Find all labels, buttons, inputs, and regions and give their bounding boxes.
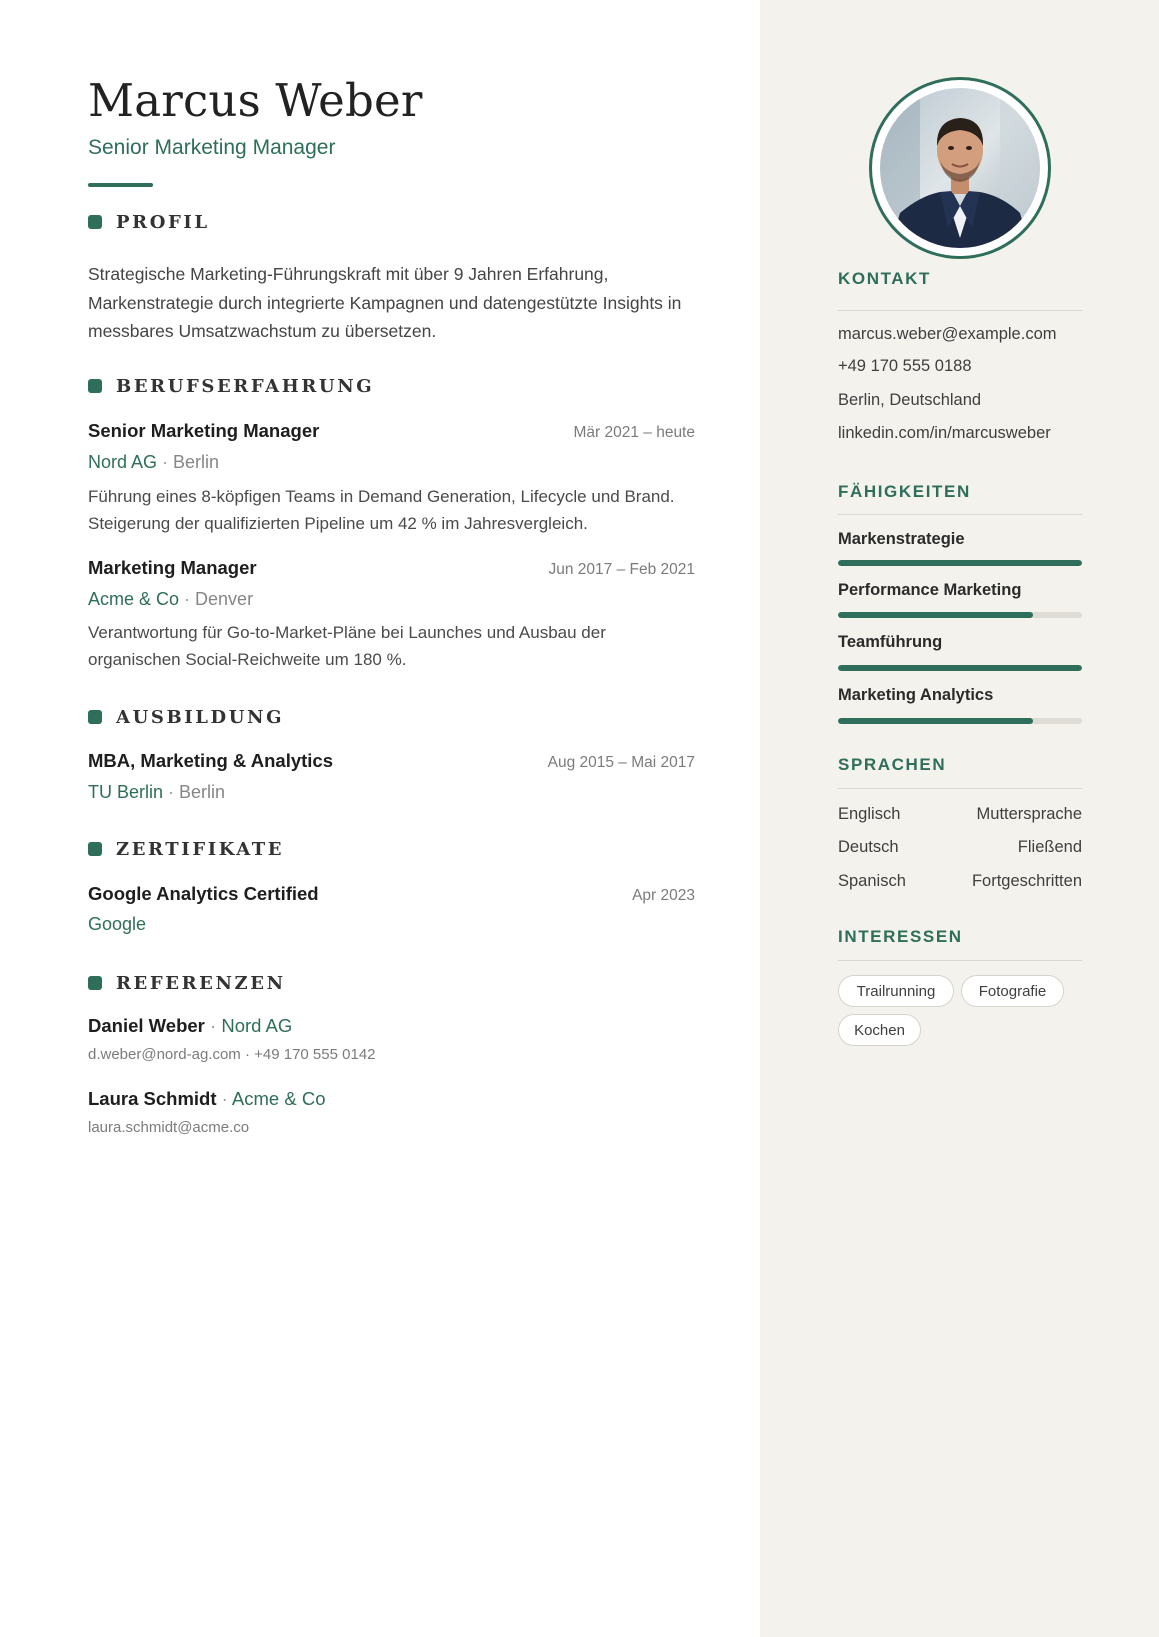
section-heading-certificates — [88, 838, 284, 860]
separator: · — [216, 1088, 232, 1109]
profile-summary: Strategische Marketing-Führungskraft mit über 9 Jahren Erfahrung, Markenstrategie durch integrierte Kampagnen und datengestützte Insights in messbares Umsatzwachstum zu übersetzen. — [88, 264, 682, 341]
job-description: Verantwortung für Go-to-Market-Pläne bei Launches und Ausbau der organischen Social-Reichweite um 180 %. — [88, 623, 606, 669]
contact-email[interactable]: marcus.weber@example.com — [838, 325, 1057, 343]
interest-tag: Fotografie — [961, 975, 1064, 1007]
reference-name-line — [88, 1088, 325, 1110]
reference-name-line — [88, 1015, 292, 1037]
job-title: Senior Marketing Manager — [88, 420, 320, 441]
section-heading-profile — [88, 211, 210, 233]
job-description: Führung eines 8-köpfigen Teams in Demand Generation, Lifecycle und Brand. Steigerung der qualifizierten Pipeline um 42 % im Jahresvergleich. — [88, 487, 675, 533]
language-row — [838, 838, 1082, 857]
language-name: Englisch — [838, 805, 901, 823]
language-row — [838, 805, 1082, 824]
job-company: Acme & Co — [88, 589, 180, 609]
section-marker-icon — [88, 215, 102, 229]
skill-bar-fill — [838, 718, 1033, 724]
contact-linkedin[interactable]: linkedin.com/in/marcusweber — [838, 424, 1051, 442]
job-title: Marketing Manager — [88, 557, 257, 578]
skill-bar — [838, 665, 1082, 671]
skill-bar — [838, 612, 1082, 618]
certificate-date: Apr 2023 — [632, 887, 695, 904]
skill-bar-fill — [838, 612, 1033, 618]
skill-bar — [838, 718, 1082, 724]
separator: · — [204, 1015, 222, 1036]
section-marker-icon — [88, 379, 102, 393]
language-row — [838, 872, 1082, 891]
degree-org-line — [88, 782, 225, 803]
certificate-issuer: Google — [88, 914, 147, 934]
skill-label: Marketing Analytics — [838, 686, 994, 704]
divider — [838, 960, 1082, 961]
accent-divider — [88, 183, 153, 187]
job-location: Denver — [195, 589, 254, 609]
language-name: Spanisch — [838, 872, 906, 890]
sidebar-heading-interests: INTERESSEN — [838, 927, 963, 946]
section-marker-icon — [88, 976, 102, 990]
sidebar-heading-contact: KONTAKT — [838, 269, 932, 288]
language-name: Deutsch — [838, 838, 899, 856]
section-heading-experience — [88, 375, 374, 397]
section-title: REFERENZEN — [116, 972, 286, 994]
job-location: Berlin — [173, 452, 220, 472]
section-title: ZERTIFIKATE — [116, 838, 285, 860]
degree-school: TU Berlin — [88, 782, 164, 802]
section-title: AUSBILDUNG — [116, 706, 285, 728]
divider — [838, 514, 1082, 515]
reference-company: Acme & Co — [231, 1088, 326, 1109]
skill-bar-fill — [838, 665, 1082, 671]
sidebar-heading-languages: SPRACHEN — [838, 755, 947, 774]
candidate-name: Marcus Weber — [88, 74, 423, 127]
reference-person: Daniel Weber — [88, 1015, 205, 1036]
skill-bar — [838, 560, 1082, 566]
job-company: Nord AG — [88, 452, 158, 472]
degree-title: MBA, Marketing & Analytics — [88, 750, 333, 771]
interest-tag: Kochen — [838, 1014, 921, 1046]
skill-label: Performance Marketing — [838, 581, 1022, 599]
sidebar-heading-skills: FÄHIGKEITEN — [838, 482, 971, 501]
candidate-role: Senior Marketing Manager — [88, 136, 336, 159]
section-marker-icon — [88, 710, 102, 724]
section-marker-icon — [88, 842, 102, 856]
skill-label: Teamführung — [838, 633, 943, 651]
language-level: Fließend — [1017, 838, 1082, 856]
certificate-org-line — [88, 914, 146, 935]
job-date: Mär 2021 – heute — [573, 424, 695, 441]
interest-tag: Trailrunning — [838, 975, 954, 1007]
section-title: BERUFSERFAHRUNG — [116, 375, 375, 397]
reference-contact: d.weber@nord-ag.com · +49 170 555 0142 — [88, 1046, 376, 1063]
section-title: PROFIL — [116, 211, 210, 233]
skill-bar-fill — [838, 560, 1082, 566]
separator: · — [179, 589, 196, 609]
separator: · — [163, 782, 180, 802]
reference-company: Nord AG — [221, 1015, 293, 1036]
section-heading-references — [88, 972, 286, 994]
separator: · — [157, 452, 174, 472]
contact-phone[interactable]: +49 170 555 0188 — [838, 357, 972, 375]
section-heading-education — [88, 706, 284, 728]
divider — [838, 788, 1082, 789]
reference-contact: laura.schmidt@acme.co — [88, 1119, 250, 1136]
degree-location: Berlin — [179, 782, 226, 802]
contact-location: Berlin, Deutschland — [838, 391, 982, 409]
degree-date: Aug 2015 – Mai 2017 — [547, 754, 695, 771]
job-org-line — [88, 589, 253, 610]
language-level: Fortgeschritten — [971, 872, 1082, 890]
job-org-line — [88, 452, 219, 473]
divider — [838, 310, 1082, 311]
certificate-title: Google Analytics Certified — [88, 883, 319, 904]
profile-photo — [880, 88, 1040, 248]
language-level: Muttersprache — [976, 805, 1082, 823]
skill-label: Markenstrategie — [838, 530, 965, 548]
job-date: Jun 2017 – Feb 2021 — [548, 561, 695, 578]
profile-photo-frame — [869, 77, 1051, 259]
reference-person: Laura Schmidt — [88, 1088, 217, 1109]
